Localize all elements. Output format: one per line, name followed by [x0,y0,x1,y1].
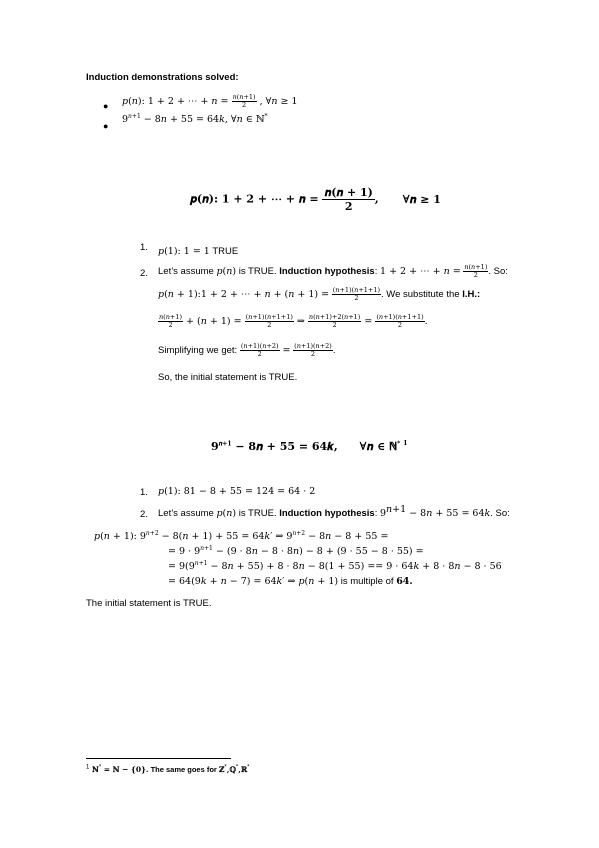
bullet-item-sum: 𝑝(𝑛): 1 + 2 + ⋯ + 𝑛 = $\frac{\text{𝑛(𝑛+1)}}{2}$ , ∀𝑛 ≥ 1 [122,93,298,109]
problem2-derivation-line2: = $9 \cdot 9^{𝑛+1} - (9$ · 8𝑛 − 8 · 8𝑛) − 8 + (9 · 55 − 8 · 55) = [168,544,424,557]
problem1-step2-line2: 𝑝(𝑛 + 1):1 + 2 + ⋯ + 𝑛 + (𝑛 + 1) = $\frac{\text{(𝑛+1)(𝑛+1+1)}}{2}$ . We substitute the I.H.: [158,286,481,302]
problem2-conclusion: The initial statement is TRUE. [86,598,212,609]
footnote: $^1$ ℕ* = ℕ − {0}. The same goes for ℤ*,ℚ*,ℝ* [86,764,250,774]
problem1-step2-line1: Let’s assume 𝑝(𝑛) is TRUE. Induction hypothesis: 1 + 2 + ⋯ + 𝑛 = $\frac{\text{𝑛(𝑛+1)}}{2}$ . So: [158,263,508,279]
problem1-conclusion: So, the initial statement is TRUE. [158,372,298,383]
bullet-dot-icon: ● [103,101,109,111]
footnote-separator [86,758,231,759]
problem2-derivation-line1: 𝑝(𝑛 + 1): $9^{𝑛+2}$ − 8(𝑛 + 1) + 55 = 64𝑘′ ⇒ $9^{𝑛+2}$ − 8𝑛 − 8 + 55 = [94,529,389,542]
footnote-reference[interactable]: 1 [403,440,408,448]
problem2-step1-number: 1. [140,487,148,498]
problem2-step2-number: 2. [140,509,148,520]
problem1-step1-number: 1. [140,242,148,253]
problem1-step2-number: 2. [140,268,148,279]
problem2-step1: 𝑝(1): 81 − 8 + 55 = 124 = 64 · 2 [158,486,316,497]
problem1-step1: 𝑝(1): 1 = 1 TRUE [158,246,239,257]
bullet-list [103,96,108,114]
bullet-dot-icon: ● [103,121,109,131]
problem1-title: 𝒑(𝒏): 𝟏 + 𝟐 + ⋯ + 𝒏 = 𝒏(𝒏 + 𝟏) 𝟐 , ∀𝒏 ≥ 𝟏 [190,186,441,213]
problem2-title: $𝟗^{𝒏+𝟏}$ − 𝟖𝒏 + 𝟓𝟓 = 𝟔𝟒𝒌, ∀𝒏 ∈ ℕ* $^1$ [211,440,408,453]
problem2-derivation-line3: = $9(9^{𝑛+1}$ − 8𝑛 + 55) + 8 · 8𝑛 − 8(1 + 55) == 9 · 64𝑘 + 8 · 8𝑛 − 8 · 56 [168,559,502,572]
problem1-step2-line4: Simplifying we get: $\frac{\text{(𝑛+1)(𝑛+2)}}{2}$ = $\frac{\text{(𝑛+1)(𝑛+2)}}{2}$ . [158,342,336,358]
problem1-step2-line3: $\frac{\text{𝑛(𝑛+1)}}{2}$ + (𝑛 + 1) = $\frac{\text{(𝑛+1)(𝑛+1+1)}}{2}$ ⇒ $\frac{\text{𝑛(𝑛+1)+2(𝑛+1)}}{2}$ = $\frac{\text{(𝑛+1)(𝑛+1+1)}}{2}$ . [159,313,428,329]
problem2-derivation-line4: = 64(9𝑘 + 𝑛 − 7) = 64𝑘′ ⇒ 𝑝(𝑛 + 1) is multiple of 64. [168,576,413,587]
page-heading: Induction demonstrations solved: [86,72,239,83]
problem2-step2-line1: Let’s assume 𝑝(𝑛) is TRUE. Induction hypothesis: $9^{𝑛+1}$ − 8𝑛 + 55 = 64𝑘. So: [158,503,510,519]
bullet-item-divisibility: $9^{𝑛+1}$ − 8𝑛 + 55 = 64𝑘, ∀𝑛 ∈ ℕ* [122,112,268,125]
